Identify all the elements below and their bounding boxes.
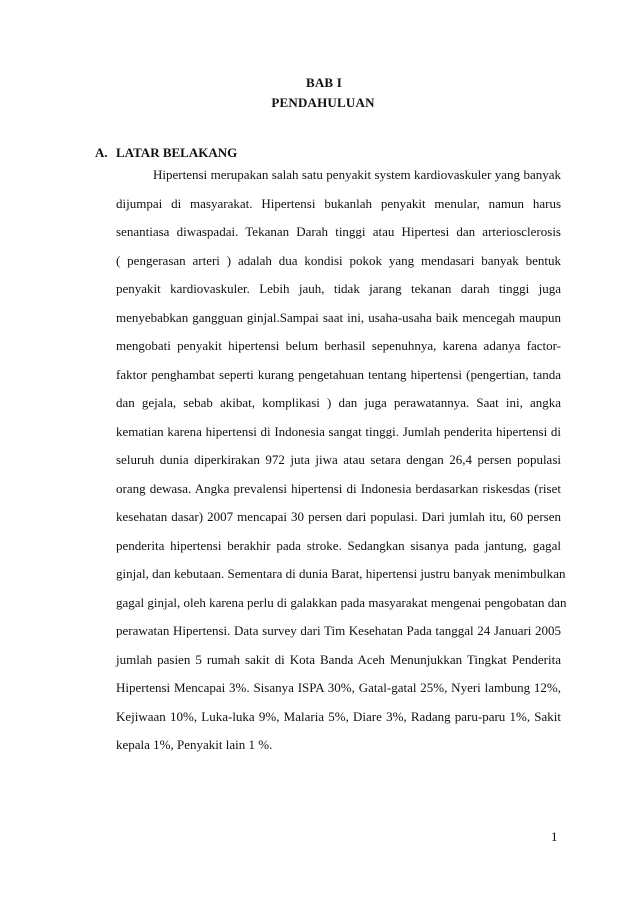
paragraph-line: dijumpai di masyarakat. Hipertensi bukanlah penyakit menular, namun harus (116, 195, 561, 211)
paragraph-line: seluruh dunia diperkirakan 972 juta jiwa atau setara dengan 26,4 persen populasi (116, 452, 561, 467)
paragraph-line: Hipertensi merupakan salah satu penyakit system kardiovaskuler yang banyak (153, 167, 561, 182)
paragraph-line: jumlah pasien 5 rumah sakit di Kota Banda Aceh Menunjukkan Tingkat Penderita (116, 651, 561, 667)
chapter-title: PENDAHULUAN (271, 95, 375, 110)
paragraph-line: penyakit kardiovaskuler. Lebih jauh, tidak jarang tekanan darah tinggi juga (116, 281, 561, 296)
section-letter: A. (95, 145, 108, 160)
paragraph-line: dan gejala, sebab akibat, komplikasi ) dan juga perawatannya. Saat ini, angka (116, 395, 561, 410)
paragraph-line: kepala 1%, Penyakit lain 1 %. (116, 737, 273, 752)
paragraph-line: ginjal, dan kebutaan. Sementara di dunia Barat, hipertensi justru banyak menimbulkan (116, 566, 566, 581)
section-title: LATAR BELAKANG (116, 145, 238, 160)
paragraph-line: orang dewasa. Angka prevalensi hipertensi di Indonesia berdasarkan riskesdas (riset (116, 480, 561, 496)
paragraph-line: kesehatan dasar) 2007 mencapai 30 persen dari populasi. Dari jumlah itu, 60 persen (116, 509, 561, 524)
chapter-number: BAB I (305, 75, 343, 90)
paragraph-line: gagal ginjal, oleh karena perlu di galakkan pada masyarakat mengenai pengobatan dan (116, 594, 567, 610)
paragraph-line: faktor penghambat seperti kurang pengetahuan tentang hipertensi (pengertian, tanda (116, 366, 561, 382)
paragraph-line: Hipertensi Mencapai 3%. Sisanya ISPA 30%, Gatal-gatal 25%, Nyeri lambung 12%, (116, 680, 561, 695)
paragraph-line: mengobati penyakit hipertensi belum berhasil sepenuhnya, karena adanya factor- (116, 338, 561, 353)
paragraph-line: perawatan Hipertensi. Data survey dari Tim Kesehatan Pada tanggal 24 Januari 2005 (116, 623, 561, 638)
paragraph-line: menyebabkan gangguan ginjal.Sampai saat ini, usaha-usaha baik mencegah maupun (116, 309, 561, 325)
body-paragraph (116, 161, 567, 760)
paragraph-line: kematian karena hipertensi di Indonesia sangat tinggi. Jumlah penderita hipertensi di (116, 423, 561, 439)
paragraph-line: Kejiwaan 10%, Luka-luka 9%, Malaria 5%, Diare 3%, Radang paru-paru 1%, Sakit (116, 708, 561, 724)
section-heading (95, 145, 237, 161)
paragraph-line: ( pengerasan arteri ) adalah dua kondisi pokok yang mendasari banyak bentuk (116, 252, 561, 268)
page-number: 1 (551, 829, 558, 844)
paragraph-line: senantiasa diwaspadai. Tekanan Darah tinggi atau Hipertesi dan arteriosclerosis (116, 224, 561, 239)
paragraph-line: penderita hipertensi berakhir pada stroke. Sedangkan sisanya pada jantung, gagal (116, 537, 561, 553)
